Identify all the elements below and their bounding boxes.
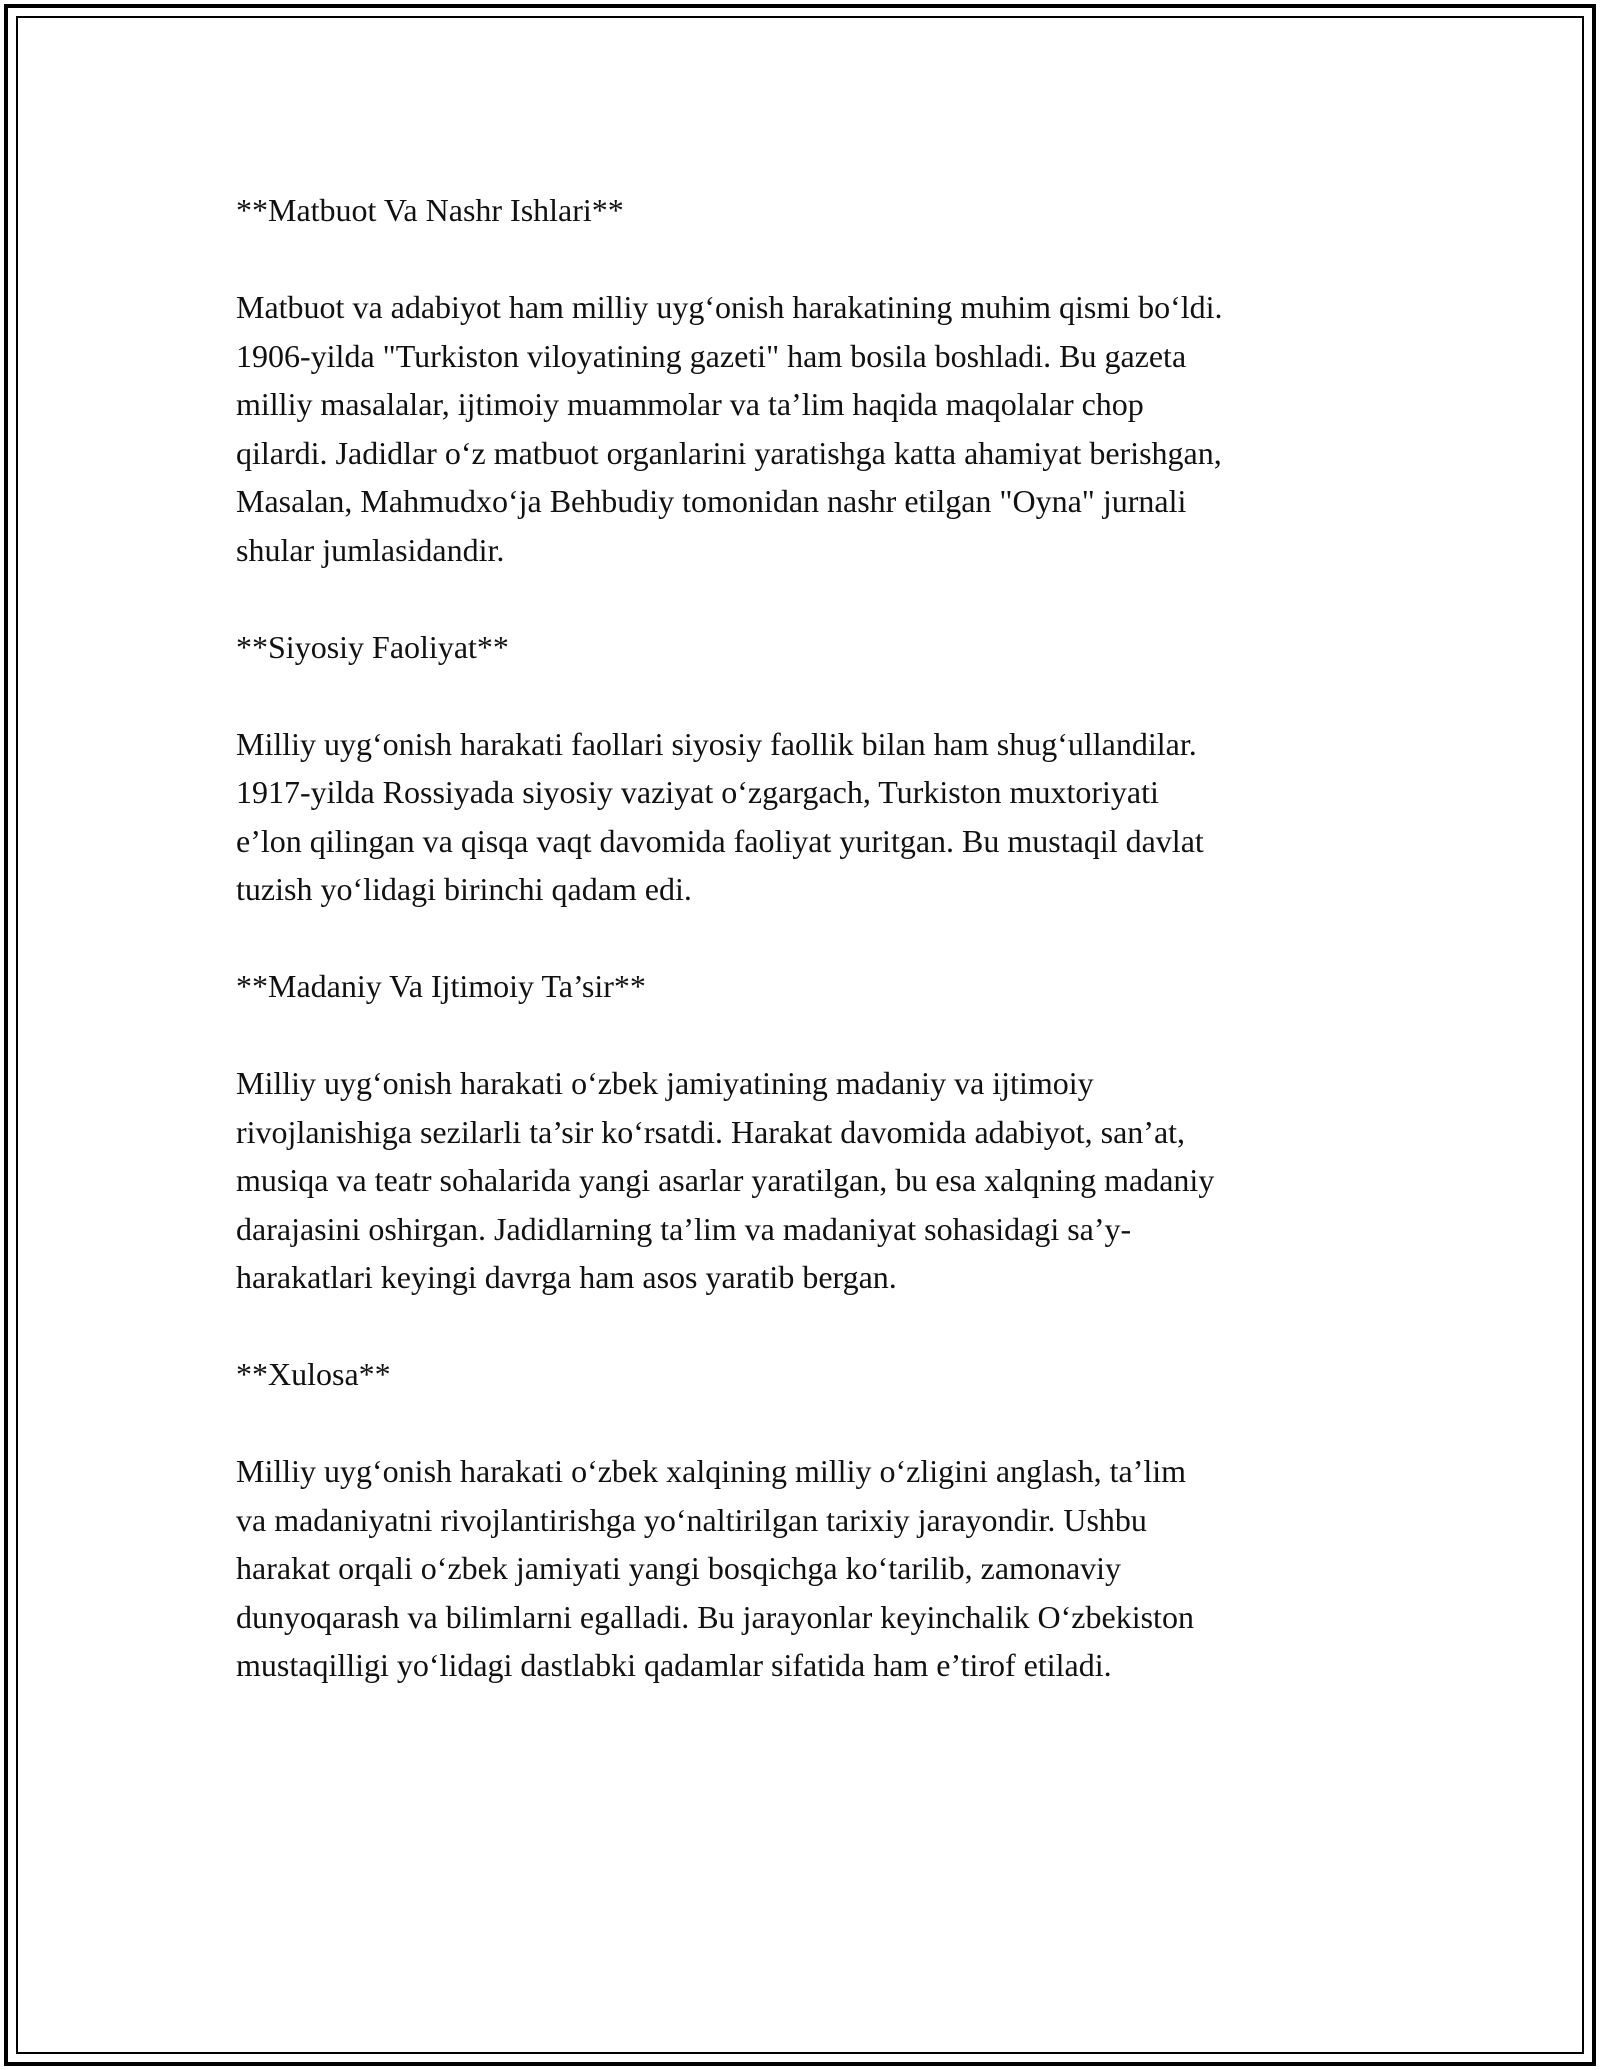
section-heading-siyosiy: **Siyosiy Faoliyat** xyxy=(236,628,509,665)
document-body xyxy=(236,186,1376,1690)
section-heading-madaniy: **Madaniy Va Ijtimoiy Ta’sir** xyxy=(236,968,646,1004)
section-heading-xulosa: **Xulosa** xyxy=(236,1356,391,1392)
section-heading-matbuot: **Matbuot Va Nashr Ishlari** xyxy=(236,192,624,228)
section-paragraph-matbuot: Matbuot va adabiyot ham milliy uyg‘onish harakatining muhim qismi bo‘ldi. 1906-yilda "Turkiston viloyatining gazeti" ham bosila boshladi. Bu gazeta milliy masalalar, ijtimoiy muammolar va ta’lim haqida maqolalar chop qilardi. Jadidlar o‘z matbuot organlarini yaratishga katta ahamiyat berishgan, Masalan, Mahmudxo‘ja Behbudiy tomonidan nashr etilgan "Oyna" jurnali shular jumlasidandir. xyxy=(236,289,1223,568)
section-paragraph-siyosiy: Milliy uyg‘onish harakati faollari siyosiy faollik bilan ham shug‘ullandilar. 1917-yilda Rossiyada siyosiy vaziyat o‘zgargach, Turkiston muxtoriyati e’lon qilingan va qisqa vaqt davomida faoliyat yuritgan. Bu mustaqil davlat tuzish yo‘lidagi birinchi qadam edi. xyxy=(236,725,1204,907)
section-paragraph-madaniy: Milliy uyg‘onish harakati o‘zbek jamiyatining madaniy va ijtimoiy rivojlanishiga sezilarli ta’sir ko‘rsatdi. Harakat davomida adabiyot, san’at, musiqa va teatr sohalarida yangi asarlar yaratilgan, bu esa xalqning madaniy darajasini oshirgan. Jadidlarning ta’lim va madaniyat sohasidagi sa’y- harakatlari keyingi davrga ham asos yaratib bergan. xyxy=(236,1065,1215,1295)
section-paragraph-xulosa: Milliy uyg‘onish harakati o‘zbek xalqining milliy o‘zligini anglash, ta’lim va madaniyatni rivojlantirishga yo‘naltirilgan tarixiy jarayondir. Ushbu harakat orqali o‘zbek jamiyati yangi bosqichga ko‘tarilib, zamonaviy dunyoqarash va bilimlarni egalladi. Bu jarayonlar keyinchalik O‘zbekiston mustaqilligi yo‘lidagi dastlabki qadamlar sifatida ham e’tirof etiladi. xyxy=(236,1453,1194,1683)
